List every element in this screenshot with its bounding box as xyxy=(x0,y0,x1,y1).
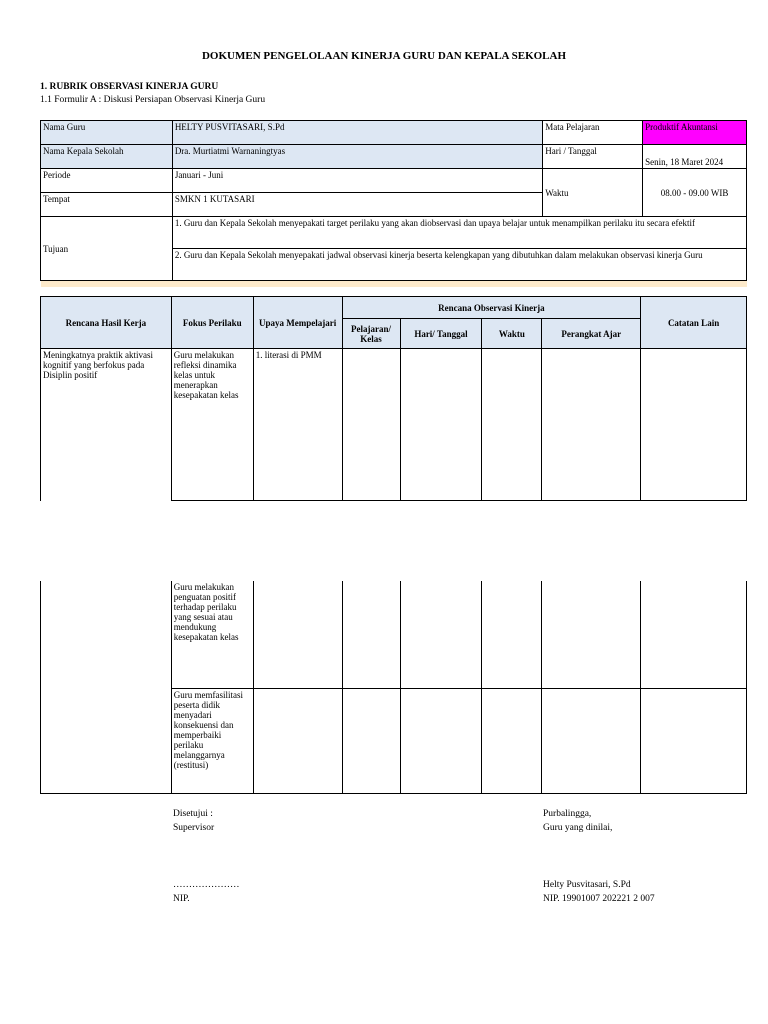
cell-rencana xyxy=(41,688,172,793)
plan-table xyxy=(40,296,747,501)
cell-pelajaran xyxy=(342,581,400,688)
table-row xyxy=(41,349,747,501)
label-nama-guru: Nama Guru xyxy=(41,121,173,145)
cell-catatan xyxy=(641,688,747,793)
cell-fokus: Guru melakukan penguatan positif terhadap perilaku yang sesuai atau mendukung kesepakatan kelas xyxy=(171,581,253,688)
cell-hari xyxy=(400,349,482,501)
value-nama-guru: HELTY PUSVITASARI, S.Pd xyxy=(172,121,542,145)
section-heading: 1. RUBRIK OBSERVASI KINERJA GURU xyxy=(40,82,219,92)
value-tujuan-2: 2. Guru dan Kepala Sekolah menyepakati jadwal observasi kinerja beserta kelengkapan yang dibutuhkan dalam melakukan observasi kinerja Guru xyxy=(172,249,746,281)
approved-label: Disetujui : xyxy=(173,809,213,819)
cell-fokus: Guru melakukan refleksi dinamika kelas untuk menerapkan kesepakatan kelas xyxy=(171,349,253,501)
cell-hari xyxy=(400,581,482,688)
table-row xyxy=(41,688,747,793)
label-tempat: Tempat xyxy=(41,193,173,217)
cell-upaya xyxy=(253,688,342,793)
cell-fokus: Guru memfasilitasi peserta didik menyadari konsekuensi dan memperbaiki perilaku melanggarnya (restitusi) xyxy=(171,688,253,793)
cell-waktu xyxy=(482,581,542,688)
cell-pelajaran xyxy=(342,688,400,793)
separator-band xyxy=(41,281,747,287)
cell-waktu xyxy=(482,688,542,793)
cell-upaya: 1. literasi di PMM xyxy=(253,349,342,501)
header-upaya: Upaya Mempelajari xyxy=(253,297,342,349)
value-tempat: SMKN 1 KUTASARI xyxy=(172,193,542,217)
cell-perangkat xyxy=(542,349,641,501)
header-rencana-observasi: Rencana Observasi Kinerja xyxy=(342,297,641,319)
teacher-nip: NIP. 19901007 202221 2 007 xyxy=(543,894,655,904)
value-kepala-sekolah: Dra. Murtiatmi Warnaningtyas xyxy=(172,145,542,169)
header-waktu: Waktu xyxy=(482,319,542,349)
label-hari-tanggal: Hari / Tanggal xyxy=(543,145,643,169)
supervisor-nip: NIP. xyxy=(173,894,190,904)
label-periode: Periode xyxy=(41,169,173,193)
cell-perangkat xyxy=(542,688,641,793)
cell-catatan xyxy=(641,581,747,688)
label-mata-pelajaran: Mata Pelajaran xyxy=(543,121,643,145)
supervisor-label: Supervisor xyxy=(173,823,215,833)
cell-pelajaran xyxy=(342,349,400,501)
cell-rencana: Meningkatnya praktik aktivasi kognitif yang berfokus pada Disiplin positif xyxy=(41,349,172,501)
header-pelajaran: Pelajaran/ Kelas xyxy=(342,319,400,349)
label-tujuan: Tujuan xyxy=(41,217,173,281)
plan-table-continued xyxy=(40,581,747,794)
value-periode: Januari - Juni xyxy=(172,169,542,193)
info-table xyxy=(40,120,747,287)
label-waktu: Waktu xyxy=(543,169,643,217)
value-tujuan-1: 1. Guru dan Kepala Sekolah menyepakati target perilaku yang akan diobservasi dan upaya belajar untuk menampilkan perilaku itu secara efektif xyxy=(172,217,746,249)
document-title: DOKUMEN PENGELOLAAN KINERJA GURU DAN KEPALA SEKOLAH xyxy=(201,50,567,62)
header-hari: Hari/ Tanggal xyxy=(400,319,482,349)
value-waktu: 08.00 - 09.00 WIB xyxy=(643,169,747,217)
teacher-name: Helty Pusvitasari, S.Pd xyxy=(543,880,631,890)
cell-waktu xyxy=(482,349,542,501)
label-kepala-sekolah: Nama Kepala Sekolah xyxy=(41,145,173,169)
header-catatan: Catatan Lain xyxy=(641,297,747,349)
header-perangkat: Perangkat Ajar xyxy=(542,319,641,349)
supervisor-signature-line: ………………… xyxy=(173,880,240,890)
value-hari-tanggal: Senin, 18 Maret 2024 xyxy=(643,145,747,169)
teacher-label: Guru yang dinilai, xyxy=(543,823,613,833)
table-row xyxy=(41,581,747,688)
cell-catatan xyxy=(641,349,747,501)
header-rencana-hasil: Rencana Hasil Kerja xyxy=(41,297,172,349)
header-fokus: Fokus Perilaku xyxy=(171,297,253,349)
subsection-heading: 1.1 Formulir A : Diskusi Persiapan Observasi Kinerja Guru xyxy=(40,95,266,105)
place-label: Purbalingga, xyxy=(543,809,592,819)
value-mata-pelajaran: Produktif Akuntansi xyxy=(643,121,747,145)
cell-perangkat xyxy=(542,581,641,688)
cell-rencana xyxy=(41,581,172,688)
cell-upaya xyxy=(253,581,342,688)
cell-hari xyxy=(400,688,482,793)
